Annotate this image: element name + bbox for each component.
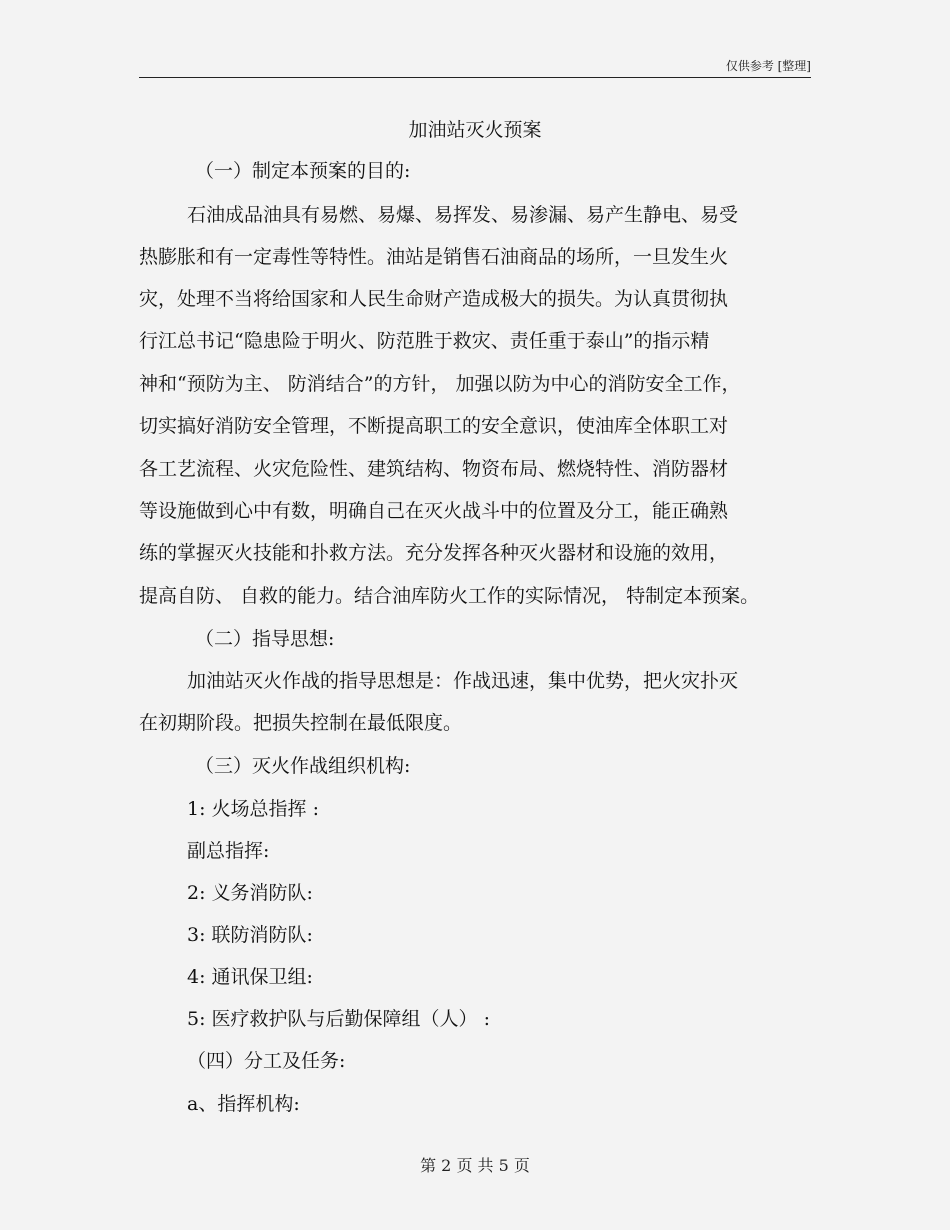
list-item: a、指挥机构: xyxy=(187,1093,300,1115)
paragraph-line: 等设施做到心中有数，明确自己在灭火战斗中的位置及分工，能正确熟 xyxy=(139,500,729,522)
paragraph-line: 灾，处理不当将给国家和人民生命财产造成极大的损失。为认真贯彻执 xyxy=(139,288,729,310)
paragraph-line: 切实搞好消防安全管理，不断提高职工的安全意识，使油库全体职工对 xyxy=(139,415,729,437)
header-rule xyxy=(139,77,811,78)
page-footer: 第 2 页 共 5 页 xyxy=(420,1156,530,1175)
paragraph-line: 提高自防、 自救的能力。结合油库防火工作的实际情况， 特制定本预案。 xyxy=(139,585,760,607)
section-heading: （三）灭火作战组织机构: xyxy=(195,755,411,777)
paragraph-line: 石油成品油具有易燃、易爆、易挥发、易渗漏、易产生静电、易受 xyxy=(187,204,739,226)
paragraph-line: 各工艺流程、火灾危险性、建筑结构、物资布局、燃烧特性、消防器材 xyxy=(139,458,729,480)
section-heading: （一）制定本预案的目的: xyxy=(195,160,411,182)
paragraph-line: 练的掌握灭火技能和扑救方法。充分发挥各种灭火器材和设施的效用， xyxy=(139,542,729,564)
list-item: 1: 火场总指挥 : xyxy=(187,798,319,820)
paragraph-line: 在初期阶段。把损失控制在最低限度。 xyxy=(139,712,463,734)
section-heading: （二）指导思想: xyxy=(195,628,335,650)
list-item: 4: 通讯保卫组: xyxy=(187,966,313,988)
paragraph-line: 行江总书记“隐患险于明火、防范胜于救灾、责任重于泰山”的指示精 xyxy=(139,330,710,352)
list-item: 5: 医疗救护队与后勤保障组（人） : xyxy=(187,1008,490,1030)
document-title: 加油站灭火预案 xyxy=(408,119,542,141)
paragraph-line: 神和“预防为主、 防消结合”的方针， 加强以防为中心的消防安全工作， xyxy=(139,373,741,395)
section-heading: （四）分工及任务: xyxy=(187,1050,346,1072)
list-item: 2: 义务消防队: xyxy=(187,882,313,904)
list-item: 副总指挥: xyxy=(187,840,270,862)
list-item: 3: 联防消防队: xyxy=(187,924,313,946)
paragraph-line: 热膨胀和有一定毒性等特性。油站是销售石油商品的场所，一旦发生火 xyxy=(139,246,729,268)
paragraph-line: 加油站灭火作战的指导思想是：作战迅速，集中优势，把火灾扑灭 xyxy=(187,670,739,692)
page-header: 仅供参考 [整理] xyxy=(725,59,811,73)
